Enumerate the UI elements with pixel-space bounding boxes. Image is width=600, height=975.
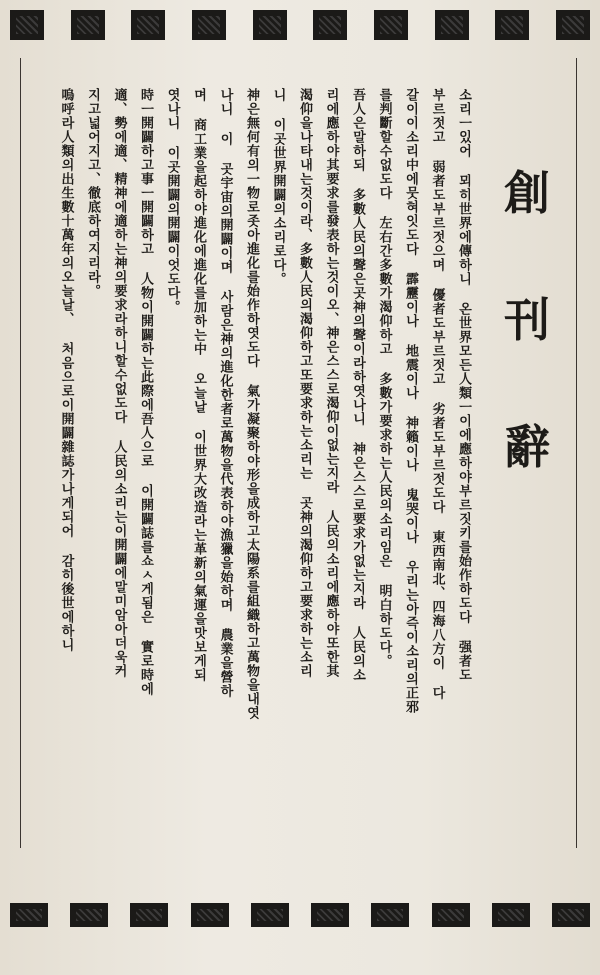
text-column: 時ㅡ開闢하고事ㅡ開闢하고 人物이開闢하는此際에吾人으로 이開闢誌를쇼ㅅ게됨은 實로時에 — [138, 88, 153, 696]
text-column: 나니 이 곳宇宙의開闢이며 사람은神의進化한者로萬物을代表하야漁獵을始하며 農業을營하 — [217, 88, 233, 698]
ornament-tile — [253, 10, 287, 40]
ornament-tile — [70, 903, 108, 927]
text-column: 渴仰을나타내는것이라、多數人民의渴仰하고또要求하는소리는 곳神의渴仰하고要求하는소리 — [297, 88, 312, 678]
text-column: 엿나니 이곳開闢의開闢이엇도다。 — [164, 88, 180, 314]
right-column-rule — [576, 58, 577, 848]
ornament-tile — [552, 903, 590, 927]
text-column: 神은無何有의一物로좃아進化를始作하엿도다 氣가凝聚하야形을成하고太陽系를組織하고萬物을내엿 — [244, 88, 259, 720]
ornament-tile — [191, 903, 229, 927]
text-column: 嗚呼라人類의出生數十萬年의오늘날、 처음으로이開闢雜誌가나게되어 감히後世에하니 — [58, 88, 74, 652]
ornament-tile — [371, 903, 409, 927]
text-column: 부르젓고 弱者도부르젓으며 優者도부르젓고 劣者도부르젓도다 東西南北、四海八方이 다 — [429, 88, 445, 700]
text-column: 며 商工業을起하야進化에進化를加하는中 오늘날 이世界大改造라는革新의氣運을맛보게되 — [191, 88, 206, 682]
ornament-tile — [495, 10, 529, 40]
ornament-tile — [374, 10, 408, 40]
text-column: 니 이곳世界開闢의소리로다。 — [270, 88, 286, 286]
ornament-tile — [192, 10, 226, 40]
ornament-tile — [313, 10, 347, 40]
ornament-tile — [311, 903, 349, 927]
ornament-tile — [131, 10, 165, 40]
title-char-1: 創 — [504, 166, 550, 220]
title-char-2: 刊 — [504, 293, 550, 347]
ornament-tile — [10, 903, 48, 927]
ornament-tile — [435, 10, 469, 40]
text-column: 適、勢에適、精神에適하는神의要求라하니할수없도다 人民의소리는이開闢에말미암아더욱커 — [111, 88, 127, 678]
ornament-tile — [556, 10, 590, 40]
ornament-tile — [71, 10, 105, 40]
top-ornament-border — [10, 8, 590, 42]
ornament-tile — [492, 903, 530, 927]
ornament-tile — [10, 10, 44, 40]
text-column: 지고넓어지고、徹底하여지리라。 — [85, 88, 100, 298]
text-column: 를判斷할수없도다 左右간多數가渴仰하고 多數가要求하는人民의소리임은 明白하도다。 — [376, 88, 392, 668]
ornament-tile — [130, 903, 168, 927]
text-column: 소리ㅡ있어 뫼히世界에傳하니 온世界모든人類ㅡ이에應하야부르짓키를始作하도다 强者도 — [456, 88, 471, 682]
ornament-tile — [432, 903, 470, 927]
title-char-3: 辭 — [504, 420, 550, 474]
left-column-rule — [20, 58, 21, 848]
text-column: 吾人은말하되 多數人民의聲은곳神의聲이라하엿나니 神은스스로要求가없는지라 人民의소 — [350, 88, 365, 682]
article-title — [492, 166, 562, 474]
article-body — [30, 88, 476, 848]
text-column: 리에應하야其要求를發表하는것이오、神은스스로渴仰이없는지라 人民의소리에應하야또한其 — [323, 88, 339, 678]
ornament-tile — [251, 903, 289, 927]
text-column: 갈이이소리中에뭇혀잇도다 霹靂이나 地震이나 神籟이나 鬼哭이나 우리는아즉이소리의正邪 — [403, 88, 418, 714]
bottom-ornament-border — [10, 900, 590, 930]
